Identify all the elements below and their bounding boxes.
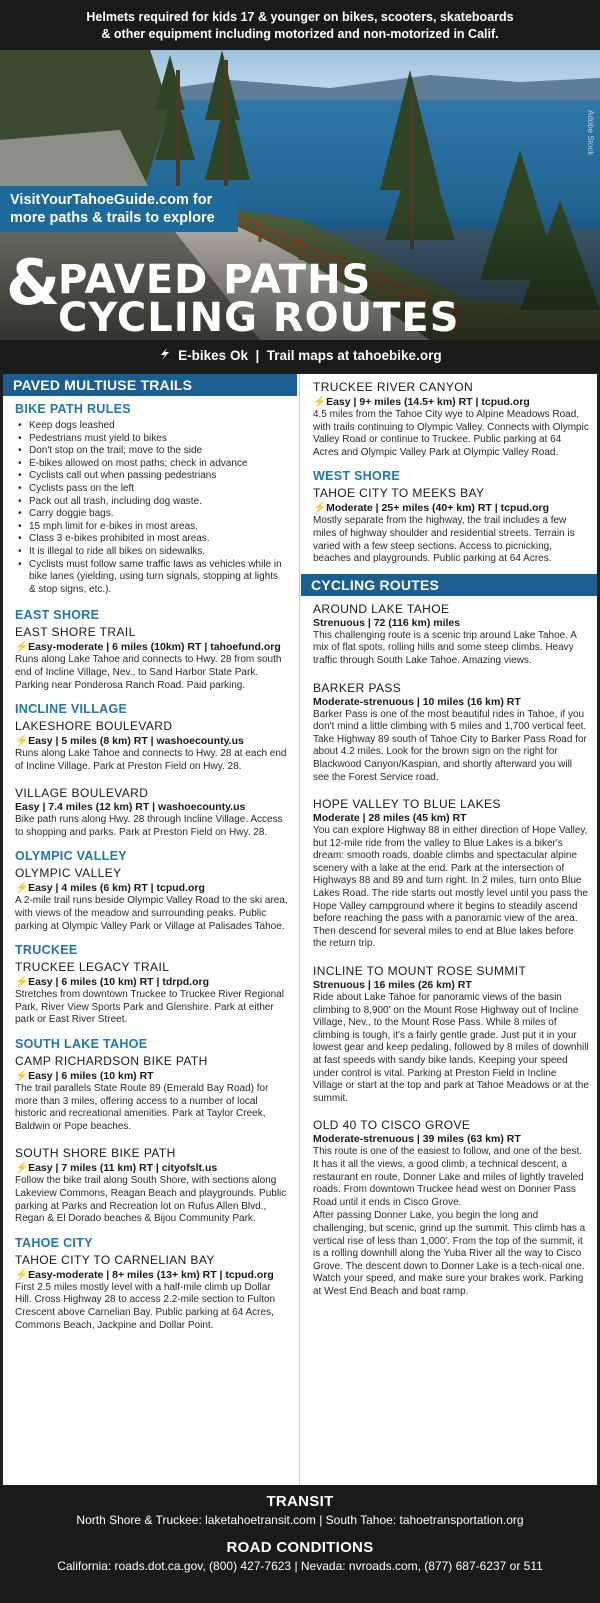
trail-description: 4.5 miles from the Tahoe City wye to Alpine Meadows Road, with trails continuing to Olympic Valley. Connects with Olympic Valley Road or continue to Truckee. Public parking at 64 Acres and Olympic Valley Park at Olympic Valley Road.	[313, 409, 589, 458]
ebike-bolt-icon: ⚡	[15, 1162, 29, 1175]
hero-photo	[0, 50, 600, 340]
region-tahoe-city: TAHOE CITY	[15, 1235, 93, 1250]
rule-item: • Pack out all trash, including dog waste.	[17, 496, 287, 509]
title-line-1: PAVED PATHS	[58, 257, 372, 303]
route-title: HOPE VALLEY TO BLUE LAKES	[313, 797, 501, 812]
right-column	[301, 374, 597, 1299]
trail-meta: ⚡Easy-moderate | 8+ miles (13+ km) RT | tcpud.org	[15, 1268, 274, 1281]
rule-item: • Carry doggie bags.	[17, 508, 287, 521]
route-title: AROUND LAKE TAHOE	[313, 601, 450, 616]
trail-meta: ⚡Moderate | 25+ miles (40+ km) RT | tcpud.org	[313, 502, 550, 515]
region-east-shore: EAST SHORE	[15, 608, 100, 623]
helmet-notice-line-1: Helmets required for kids 17 & younger on bikes, scooters, skateboards	[86, 10, 514, 24]
ebike-bolt-icon: ⚡	[15, 1070, 29, 1083]
trail-title: TRUCKEE RIVER CANYON	[313, 380, 474, 394]
trail-meta: ⚡Easy | 6 miles (10 km) RT | tdrpd.org	[15, 976, 210, 989]
rule-item: • Keep dogs leashed	[17, 420, 287, 433]
helmet-notice-line-2: & other equipment including motorized and non-motorized in Calif.	[101, 27, 499, 41]
ebike-bolt-icon: ⚡	[15, 1268, 29, 1281]
column-divider	[299, 374, 300, 1485]
transit-links[interactable]: North Shore & Truckee: laketahoetransit.com | South Tahoe: tahoetransportation.org	[76, 1513, 524, 1527]
trail-meta: ⚡Easy | 9+ miles (14.5+ km) RT | tcpud.org	[313, 396, 530, 408]
trail-meta: Easy | 7.4 miles (12 km) RT | washoecounty.us	[15, 801, 246, 814]
region-truckee: TRUCKEE	[15, 943, 78, 958]
route-meta: Moderate-strenuous | 39 miles (63 km) RT	[313, 1133, 521, 1146]
trail-description: Stretches from downtown Truckee to Truckee River Regional Park, River View Sports Park and Glenshire. Park at either park or East River Street.	[15, 989, 285, 1026]
route-description: You can explore Highway 88 in either direction of Hope Valley, but 12-mile ride from the valley to Blue Lakes is a biker's dream: smooth roads, doable climbs and spectacular alpine scenery with a lake at the end. Park at the intersection of Highways 88 and 89 and turn right. In 2 miles, turn onto Blue Lakes Road. The ride starts out mostly level until you pass the Hope Valley campground where it begins to steadily ascend before reaching the pass with a panoramic view of the area. Then descend for several miles to end at Blue lakes before the return trip.	[313, 825, 588, 950]
visit-guide-link[interactable]	[0, 186, 238, 232]
trail-title: CAMP RICHARDSON BIKE PATH	[15, 1054, 208, 1069]
trail-title: EAST SHORE TRAIL	[15, 625, 136, 640]
ebike-bolt-icon: ⚡	[15, 735, 29, 748]
ebikes-ok-text: E-bikes Ok	[178, 348, 248, 363]
ebike-bolt-icon: ⚡	[313, 502, 327, 515]
route-description-continued: After passing Donner Lake, you begin the long and challenging, but scenic, grind up the summit. This climb has a vertical rise of less than 1,000'. From the top of the summit, it is a rolling downhill along the Yuba River all the way to Cisco Grove. The descent down to Donner Lake is a tech-nical one. Watch your speed, and make sure your brakes work. Parking at West End Beach and boat ramp.	[313, 1210, 586, 1297]
trail-description: Mostly separate from the highway, the trail includes a few miles of highway shoulder and residential streets. Terrain is varied with a few steep sections. Access to picnicking, beaches and playgrounds. Public parking at 64 Acres.	[313, 515, 575, 565]
route-meta: Strenuous | 72 (116 km) miles	[313, 616, 461, 629]
photo-credit: Adobe Stock	[586, 110, 595, 156]
route-description: This route is one of the easiest to follow, and one of the best. It has it all the views, a good climb, a technical descent, a restaurant en route, Donner Lake and miles of lightly traveled roads. From downtown Truckee head west on Donner Pass Road until it ends in Cisco Grove.	[313, 1146, 584, 1208]
route-title: INCLINE TO MOUNT ROSE SUMMIT	[313, 964, 527, 979]
trail-description: Runs along Lake Tahoe and connects to Hwy. 28 at each end of Incline Village. Park at Preston Field on Hwy. 28.	[15, 748, 287, 772]
trail-title: TAHOE CITY TO CARNELIAN BAY	[15, 1252, 215, 1267]
rule-item: • Pedestrians must yield to bikes	[17, 433, 287, 446]
trail-title: OLYMPIC VALLEY	[15, 866, 122, 881]
route-title: BARKER PASS	[313, 680, 402, 695]
title-ampersand: &	[6, 246, 61, 319]
ebike-bolt-icon	[158, 340, 172, 372]
title-line-2: CYCLING ROUTES	[58, 295, 460, 340]
rule-item: • Class 3 e-bikes prohibited in most areas.	[17, 533, 287, 546]
main-content	[3, 374, 597, 1485]
region-south-lake-tahoe: SOUTH LAKE TAHOE	[15, 1037, 148, 1052]
rule-item: • 15 mph limit for e-bikes in most areas.	[17, 521, 287, 534]
bike-path-rules-list	[17, 420, 287, 596]
cycling-routes-header: CYCLING ROUTES	[301, 574, 597, 596]
trail-description: Runs along Lake Tahoe and connects to Hwy. 28 from south end of Incline Village, Nev., to Sand Harbor State Park. Parking near Ponderosa Ranch Road. Paid parking.	[15, 654, 282, 691]
transit-title: TRANSIT	[266, 1493, 334, 1510]
paved-trails-header: PAVED MULTIUSE TRAILS	[3, 374, 297, 396]
route-meta: Moderate-strenuous | 10 miles (16 km) RT	[313, 695, 521, 708]
rule-item: • Cyclists call out when passing pedestrians	[17, 470, 287, 483]
helmet-banner	[0, 0, 600, 50]
region-incline-village: INCLINE VILLAGE	[15, 702, 128, 717]
visit-line-1: VisitYourTahoeGuide.com for	[10, 192, 213, 208]
ebike-bolt-icon: ⚡	[15, 882, 29, 895]
region-olympic-valley: OLYMPIC VALLEY	[15, 849, 127, 864]
trail-meta: ⚡Easy-moderate | 6 miles (10km) RT | tahoefund.org	[15, 641, 281, 654]
trail-title: TAHOE CITY TO MEEKS BAY	[313, 486, 485, 501]
trail-title: SOUTH SHORE BIKE PATH	[15, 1146, 176, 1161]
route-description: This challenging route is a scenic trip around Lake Tahoe. A mix of flat spots, rolling hills and some steep climbs. Heavy traffic through South Lake Tahoe. Amazing views.	[313, 629, 577, 666]
trail-title: LAKESHORE BOULEVARD	[15, 719, 173, 734]
rule-item: • Don't stop on the trail; move to the side	[17, 445, 287, 458]
bike-path-rules-title: BIKE PATH RULES	[15, 402, 131, 416]
trail-description: Follow the bike trail along South Shore, with sections along Lakeview Commons, Reagan Beach and playgrounds. Public parking at Parks and Recreation lot on Rufus Allen Blvd., Regan & El Dorado beaches & Bijou Community Park.	[15, 1175, 287, 1225]
rule-item: • Cyclists pass on the left	[17, 483, 287, 496]
rule-item: • Cyclists must follow same traffic laws as vehicles while in bike lanes (yielding, using turn signals, stopping at lights & stop signs, etc.).	[17, 559, 287, 597]
trail-title: TRUCKEE LEGACY TRAIL	[15, 960, 170, 975]
trail-meta: ⚡Easy | 5 miles (8 km) RT | washoecounty.us	[15, 735, 244, 748]
rule-item: • E-bikes allowed on most paths; check in advance	[17, 458, 287, 471]
visit-line-2: more paths & trails to explore	[10, 210, 215, 226]
ebike-bolt-icon: ⚡	[313, 396, 327, 408]
subtitle-separator: |	[255, 348, 260, 363]
trail-title: VILLAGE BOULEVARD	[15, 786, 149, 801]
road-conditions-links[interactable]: California: roads.dot.ca.gov, (800) 427-7623 | Nevada: nvroads.com, (877) 687-6237 or 511	[57, 1559, 543, 1573]
route-meta: Moderate | 28 miles (45 km) RT	[313, 812, 467, 825]
rule-item: • It is illegal to ride all bikes on sidewalks.	[17, 546, 287, 559]
route-title: OLD 40 TO CISCO GROVE	[313, 1118, 471, 1133]
ebike-bolt-icon: ⚡	[15, 976, 29, 989]
route-description: Ride about Lake Tahoe for panoramic views of the basin climbing to 8,900' on the Mount Rose Highway out of Incline Village, Nev., to the Mount Rose Pass. While 8 miles of climbing is tough, it's a fairly gentle grade. Just put it in your lowest gear and keep pedaling, followed by 8 miles of downhill at fast speeds with sandy bike lands. Keeping your speed under control is vital. Parking at Preston Field in Incline Village or start at the top and park at Tahoe Meadows or at the summit.	[313, 992, 589, 1104]
trail-meta: ⚡Easy | 4 miles (6 km) RT | tcpud.org	[15, 882, 205, 895]
footer	[0, 1485, 600, 1603]
route-meta: Strenuous | 16 miles (26 km) RT	[313, 979, 472, 992]
ebike-bolt-icon: ⚡	[15, 641, 29, 654]
trail-description: Bike path runs along Hwy. 28 through Incline Village. Access to shopping and parks. Park at Preston Field on Hwy. 28.	[15, 814, 283, 838]
subtitle-bar	[0, 340, 600, 372]
trail-description: A 2-mile trail runs beside Olympic Valley Road to the ski area, with views of the meadow and surrounding peaks. Public parking at Olympic Valley Park or Village at Palisades Tahoe.	[15, 895, 288, 932]
left-column	[3, 374, 297, 1332]
route-description: Barker Pass is one of the most beautiful rides in Tahoe, if you don't mind a little climbing with 5 miles and 1,700 vertical feet. Take Highway 89 south of Tahoe City to Barker Pass Road for about 4.2 miles. Look for the brown sign on the right for Blackwood Canyon/Kaspian, and shortly afterward you will see the Forest Service road.	[313, 708, 587, 783]
trail-description: First 2.5 miles mostly level with a half-mile climb up Dollar Hill. Cross Highway 28 to access 2.2-mile section to Fulton Crescent above Carnelian Bay. Public parking at 64 Acres, Commons Beach, Jackpine and Dollar Point.	[15, 1281, 276, 1331]
trail-maps-link[interactable]: Trail maps at tahoebike.org	[266, 348, 442, 363]
road-conditions-title: ROAD CONDITIONS	[226, 1539, 374, 1556]
region-west-shore: WEST SHORE	[313, 469, 401, 484]
trail-meta: ⚡Easy | 6 miles (10 km) RT	[15, 1070, 154, 1083]
trail-description: The trail parallels State Route 89 (Emerald Bay Road) for more than 3 miles, offering access to a number of local historic and recreational amenities. Park at Taylor Creek, Baldwin or Pope beaches.	[15, 1083, 269, 1132]
trail-meta: ⚡Easy | 7 miles (11 km) RT | cityofslt.us	[15, 1162, 218, 1175]
